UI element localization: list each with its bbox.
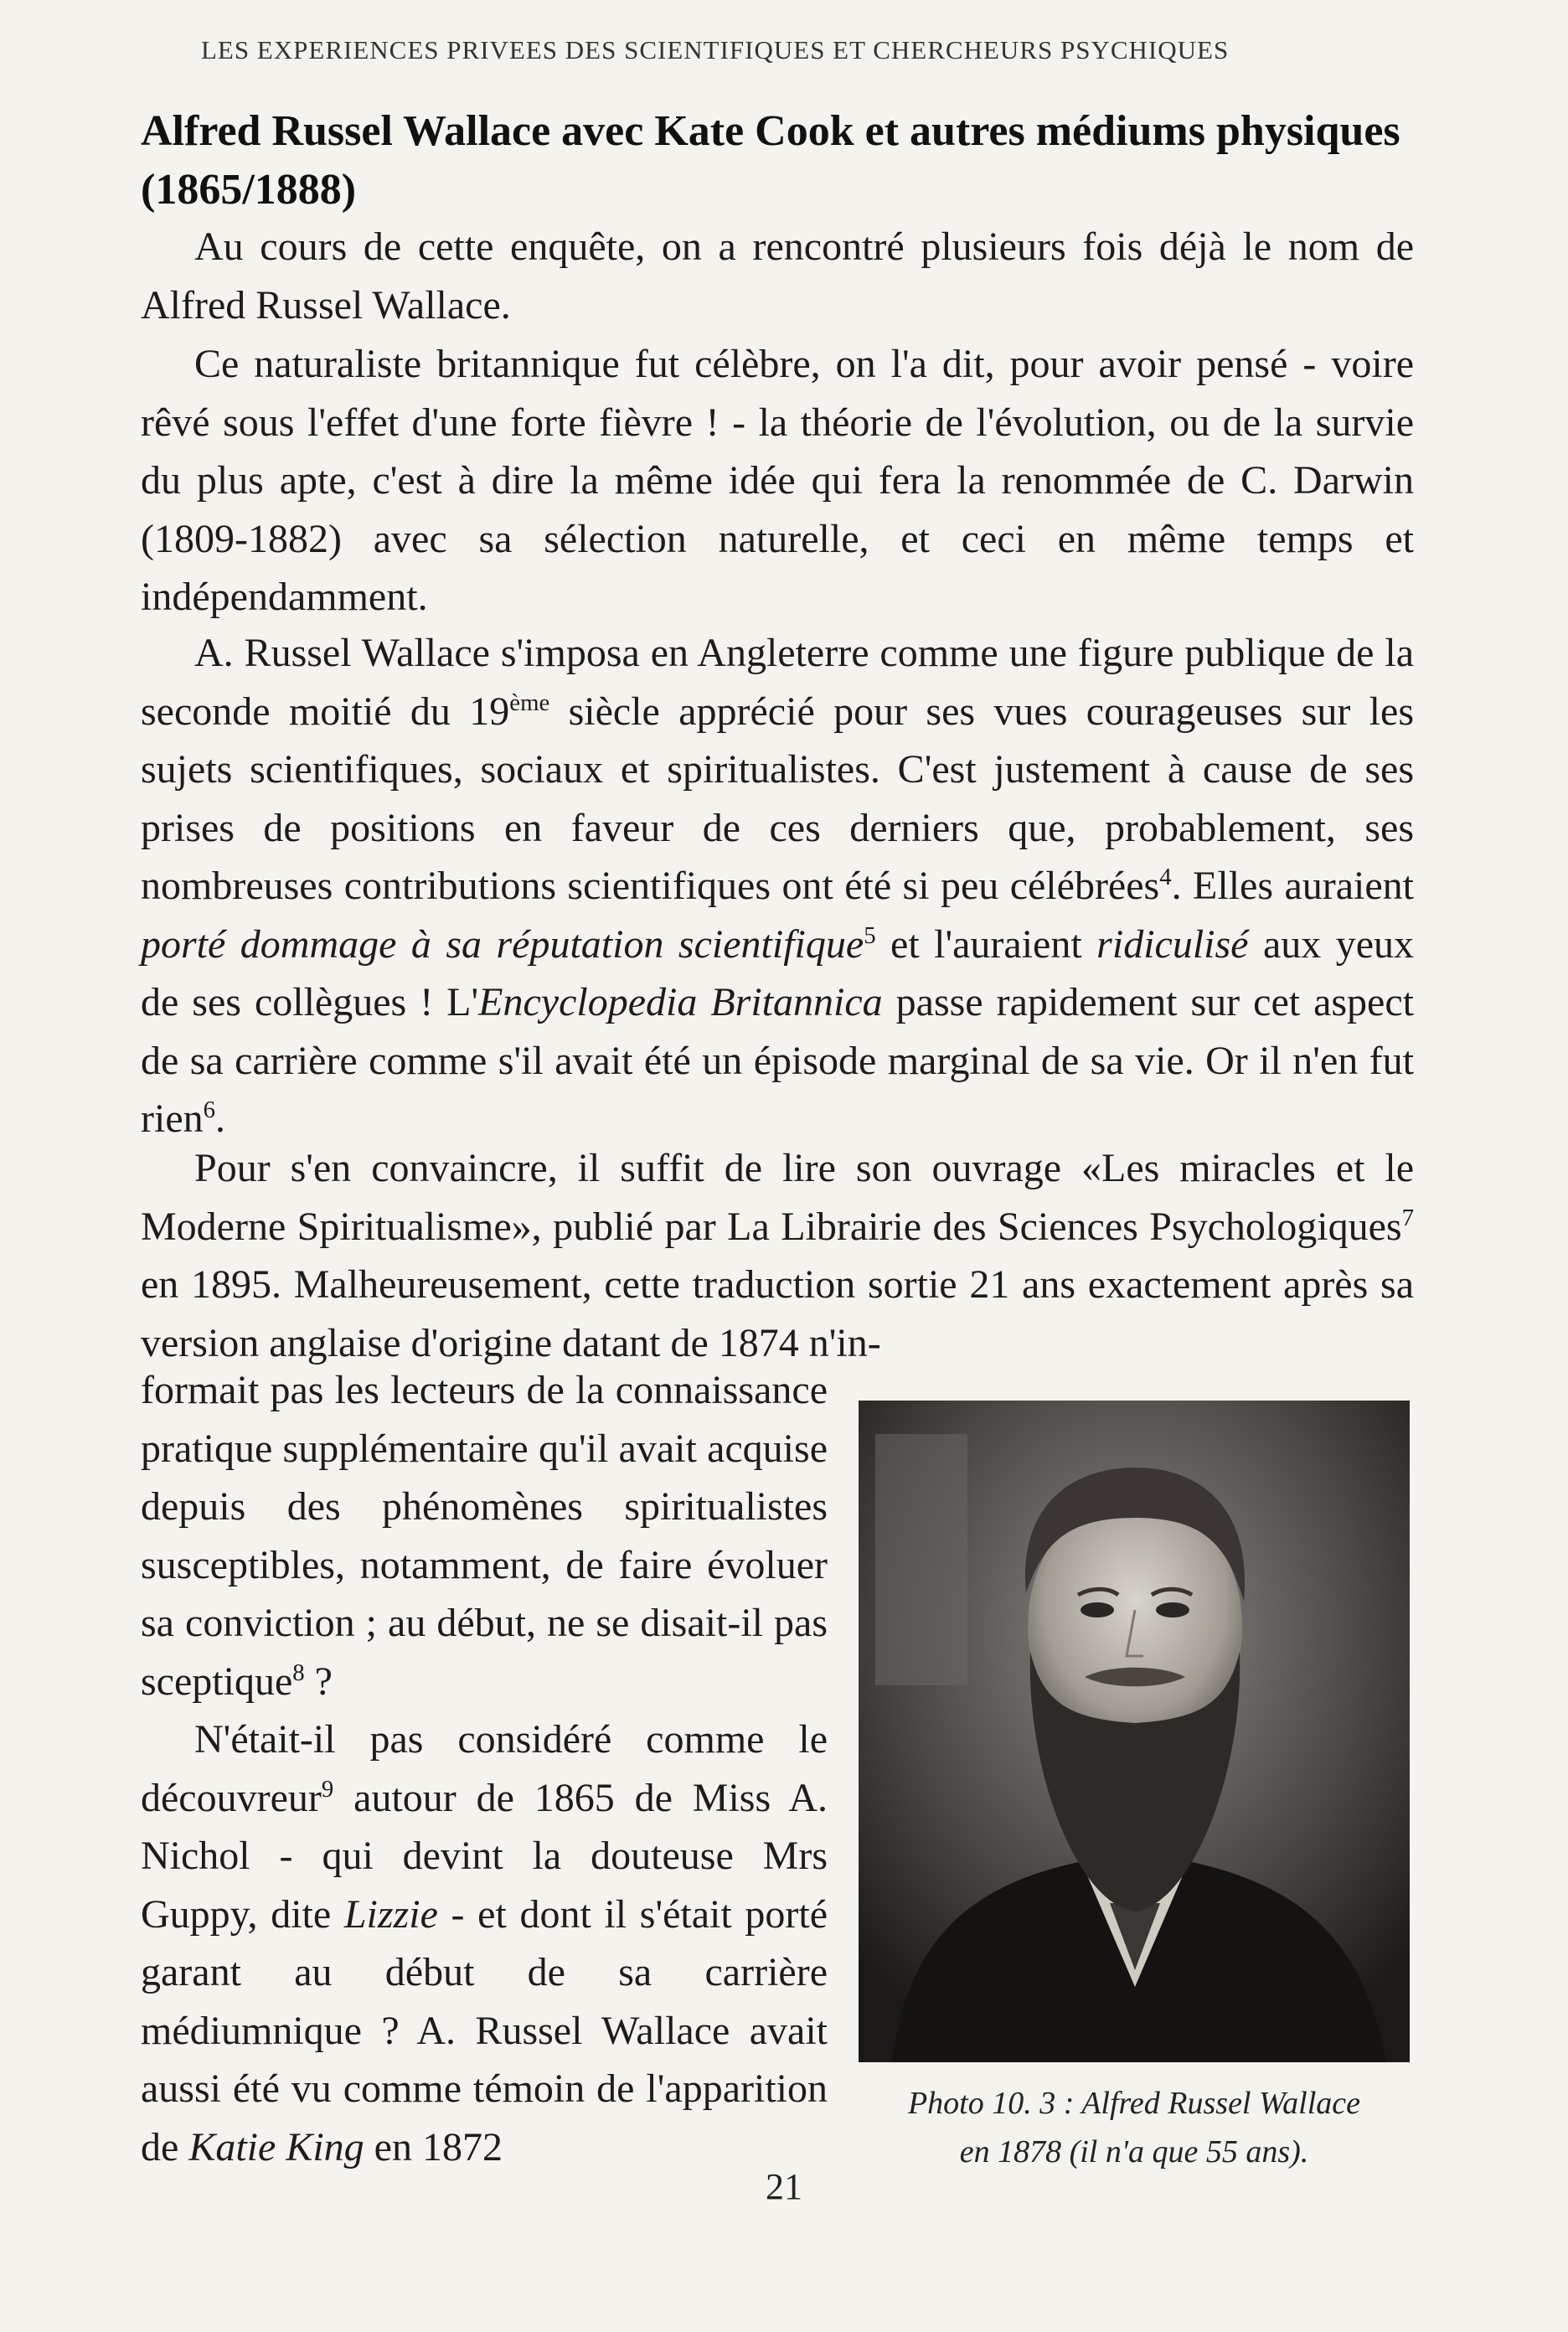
- footnote-ref: 5: [864, 921, 876, 949]
- paragraph-2: Ce naturaliste britannique fut célèbre, on l'a dit, pour avoir pensé - voire rêvé sous l'effet d'une forte fièvre ! - la théorie de l'évolution, ou de la survie du plus apte, c'est à dire la même idée qui fera la renommée de C. Darwin (1809-1882) avec sa sélection naturelle, et ceci en même temps et indépendamment.: [141, 342, 1414, 619]
- footnote-ref: 8: [292, 1659, 305, 1686]
- paragraph-1: Au cours de cette enquête, on a rencontré plusieurs fois déjà le nom de Alfred Russel Wallace.: [141, 224, 1414, 328]
- photo-caption: Photo 10. 3 : Alfred Russel Wallace en 1878 (il n'a que 55 ans).: [907, 2086, 1361, 2169]
- wrapped-text-column: [141, 1361, 828, 2176]
- portrait-photo: [859, 1401, 1410, 2062]
- paragraph-4-continued: formait pas les lecteurs de la connaissance pratique supplémentaire qu'il avait acquise depuis des phénomènes spiritualistes susceptibles, notamment, de faire évoluer sa conviction ; au début, ne se disait-il pas sceptique$^8$ ?: [141, 1368, 828, 1704]
- section-title: Alfred Russel Wallace avec Kate Cook et autres médiums physiques (1865/1888): [141, 107, 1400, 214]
- footnote-ref: 6: [203, 1096, 216, 1123]
- running-head: LES EXPERIENCES PRIVEES DES SCIENTIFIQUES ET CHERCHEURS PSYCHIQUES: [201, 35, 1230, 64]
- portrait-illustration: [859, 1401, 1410, 2062]
- footnote-ref: 9: [321, 1775, 334, 1803]
- footnote-ref: 7: [1401, 1204, 1414, 1231]
- paragraph-3: A. Russel Wallace s'imposa en Angleterre comme une figure publique de la seconde moitié du 19ème siècle apprécié pour ses vues courageuses sur les sujets scientifiques, sociaux et spiritualistes. C'est justement à cause de ses prises de positions en faveur de ces derniers que, probablement, ses nombreuses contributions scientifiques ont été si peu célébrées$^4$. Elles auraient porté dommage à sa réputation scientifique$^5$ et l'auraient ridiculisé aux yeux de ses collègues ! L'Encyclopedia Britannica passe rapidement sur cet aspect de sa carrière comme s'il avait été un épisode marginal de sa vie. Or il n'en fut rien$^6$.: [141, 631, 1415, 1141]
- paragraph-5: N'était-il pas considéré comme le découvreur$^9$ autour de 1865 de Miss A. Nichol - qui devint la douteuse Mrs Guppy, dite Lizzie - et dont il s'était porté garant au début de sa carrière médiumnique ? A. Russel Wallace avait aussi été vu comme témoin de l'apparition de Katie King en 1872: [141, 1717, 828, 2169]
- paragraph-4: Pour s'en convaincre, il suffit de lire son ouvrage «Les miracles et le Moderne Spiritualisme», publié par La Librairie des Sciences Psychologiques$^7$ en 1895. Malheureusement, cette traduction sortie 21 ans exactement après sa version anglaise d'origine datant de 1874 n'in-: [141, 1146, 1414, 1365]
- page-number: 21: [766, 2166, 802, 2207]
- footnote-ref: 4: [1159, 864, 1172, 890]
